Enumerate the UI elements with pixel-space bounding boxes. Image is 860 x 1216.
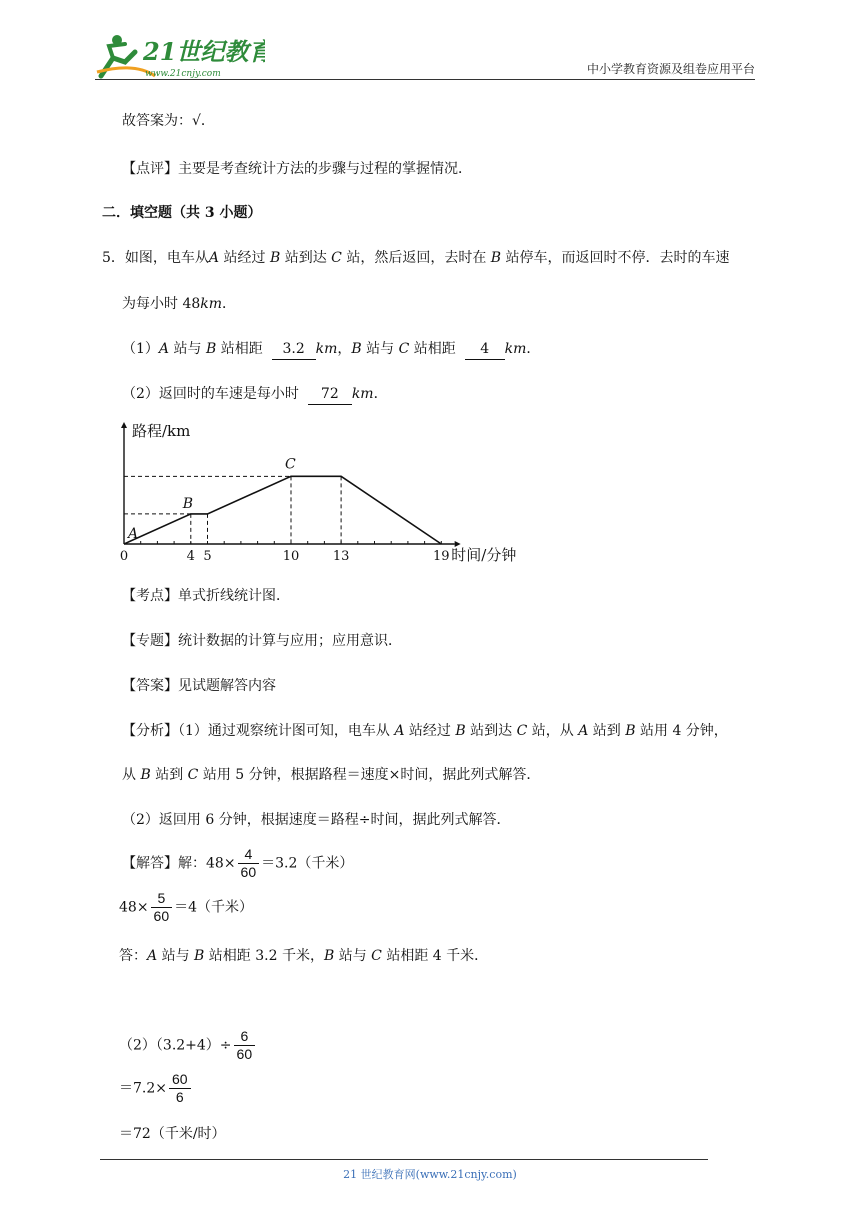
label-b: B (490, 250, 502, 266)
label-b: B (455, 723, 466, 739)
jieda-text: 解：48× (178, 855, 236, 872)
fenxi-text: 站用 4 分钟， (635, 723, 728, 739)
label-c: C (331, 250, 342, 266)
q5-text: 如图，电车从 (124, 250, 209, 266)
comment-tag: 【点评】 (122, 161, 178, 177)
jieda-text: 答： (119, 948, 147, 964)
fraction-4-60 (238, 846, 260, 881)
fraction-5-60 (151, 890, 173, 925)
x-tick-label: 13 (332, 549, 350, 564)
jieda-line-4 (119, 1028, 257, 1063)
footer-text: 21 世纪教育网(www.21cnjy.com) (343, 1168, 517, 1181)
question-5-line-2 (122, 294, 236, 314)
jieda-text: 站与 (334, 948, 372, 964)
runner-logo-icon (95, 32, 265, 80)
daan-text: 见试题解答内容 (178, 678, 276, 694)
fenxi-line-3: （2）返回用 6 分钟，根据速度＝路程÷时间，据此列式解答． (122, 812, 511, 828)
fenxi-text: 站经过 (404, 723, 456, 739)
frac-num: 4 (238, 846, 260, 864)
x-tick-label: 0 (119, 549, 129, 564)
q5-text: 站与 (169, 341, 206, 357)
zhuanti-line (122, 631, 402, 651)
jieda-line-3 (119, 946, 488, 966)
header-rule (95, 79, 755, 80)
zhuanti-text: 统计数据的计算与应用；应用意识． (178, 633, 402, 649)
frac-den: 6 (175, 1089, 184, 1105)
jieda-text: ＝4（千米） (174, 899, 254, 916)
label-c: C (371, 948, 382, 964)
x-tick-label: 5 (203, 549, 212, 564)
frac-den: 60 (236, 1046, 253, 1062)
label-b: B (269, 250, 281, 266)
jieda-text: 站相距 4 千米． (381, 948, 489, 964)
frac-num: 6 (234, 1028, 256, 1046)
label-a: A (147, 948, 158, 964)
distance-time-chart (110, 418, 530, 568)
x-tick-label: 10 (282, 549, 300, 564)
kaodian-tag: 【考点】 (122, 588, 178, 604)
comment-line (122, 159, 472, 179)
jieda-text: 48× (119, 899, 149, 916)
logo-url: www.21cnjy.com (145, 69, 221, 79)
fenxi-text: 站用 5 分钟，根据路程＝速度×时间，据此列式解答． (198, 767, 541, 783)
jieda-line-1 (122, 846, 353, 881)
q5-text: ． (373, 386, 388, 402)
q5-text: ， (337, 341, 352, 357)
label-b: B (625, 723, 636, 739)
label-a: A (158, 341, 170, 357)
x-axis-label: 时间/分钟 (451, 546, 517, 564)
q5-text: 站停车，而返回时不停．去时的车速 (501, 250, 730, 266)
frac-num: 60 (169, 1071, 191, 1089)
frac-den: 60 (153, 908, 170, 924)
jieda-line-5 (119, 1071, 193, 1106)
unit-km: km (504, 341, 527, 357)
label-a: A (208, 250, 220, 266)
jieda-text: 站相距 3.2 千米， (204, 948, 324, 964)
label-a: A (578, 723, 589, 739)
fenxi-line-1 (122, 721, 728, 741)
header-platform-text: 中小学教育资源及组卷应用平台 (586, 62, 755, 76)
comment-text: 主要是考查统计方法的步骤与过程的掌握情况． (178, 161, 472, 177)
jieda-text: ＝3.2（千米） (261, 855, 354, 872)
fenxi-tag: 【分析】 (122, 723, 178, 739)
series-line (124, 476, 441, 544)
point-label-c: C (285, 456, 296, 473)
question-5-sub-1 (122, 339, 540, 360)
daan-line (122, 676, 276, 696)
q5-text: 站与 (361, 341, 399, 357)
y-axis-arrow (121, 422, 127, 428)
jieda-text: ＝7.2× (119, 1080, 167, 1097)
answer-blank-1: 3.2 (272, 339, 316, 360)
q5-text: 站相距 (216, 341, 263, 357)
q5-text: ． (526, 341, 541, 357)
kaodian-line (122, 586, 290, 606)
fenxi-text: 站，从 (527, 723, 579, 739)
jieda-text: 站与 (157, 948, 195, 964)
answer-blank-3: 72 (308, 384, 352, 405)
fenxi-text: 站到达 (465, 723, 517, 739)
jieda-text: （2）（3.2+4）÷ (119, 1037, 232, 1054)
unit-km: km (315, 341, 338, 357)
x-tick-label: 4 (186, 549, 195, 564)
point-label-b: B (182, 495, 194, 512)
q5-text: 站，然后返回，去时在 (341, 250, 491, 266)
kaodian-text: 单式折线统计图． (178, 588, 290, 604)
fenxi-text: 站到 (150, 767, 188, 783)
question-number: 5． (102, 250, 125, 266)
fenxi-line-2 (122, 765, 540, 785)
answer-blank-2: 4 (465, 339, 505, 360)
jieda-tag: 【解答】 (122, 855, 178, 872)
logo-text: 21世纪教育 (143, 37, 265, 66)
question-5-line-1 (102, 248, 730, 268)
jieda-line-6: ＝72（千米/时） (119, 1126, 226, 1142)
frac-den: 60 (240, 864, 257, 880)
q5-text: 站到达 (280, 250, 332, 266)
point-label-a: A (128, 526, 139, 542)
label-b: B (205, 341, 217, 357)
section-title: 二．填空题（共 3 小题） (102, 205, 262, 221)
sub-number: （1） (122, 341, 159, 357)
label-a: A (394, 723, 405, 739)
fenxi-text: 从 (122, 767, 141, 783)
y-axis-label: 路程/km (132, 422, 191, 440)
fraction-60-6 (169, 1071, 191, 1106)
label-b: B (323, 948, 335, 964)
q5-text: 站相距 (409, 341, 456, 357)
q5-text: 为每小时 48 (122, 296, 201, 312)
header-logo (95, 32, 265, 80)
jieda-line-2 (119, 890, 253, 925)
fraction-6-60 (234, 1028, 256, 1063)
fenxi-text: 站到 (588, 723, 626, 739)
q5-text: 站经过 (219, 250, 270, 266)
q5-text: ． (222, 296, 237, 312)
label-b: B (140, 767, 151, 783)
label-b: B (194, 948, 205, 964)
answer-line: 故答案为：√． (122, 113, 215, 129)
footer-rule (100, 1159, 708, 1160)
question-5-sub-2 (122, 384, 388, 405)
x-tick-label: 19 (433, 549, 450, 564)
q5-text: （2）返回时的车速是每小时 (122, 386, 299, 402)
unit-km: km (200, 296, 223, 312)
label-c: C (398, 341, 410, 357)
label-b: B (351, 341, 362, 357)
frac-num: 5 (151, 890, 173, 908)
zhuanti-tag: 【专题】 (122, 633, 178, 649)
label-c: C (516, 723, 528, 739)
unit-km: km (351, 386, 374, 402)
fenxi-text: （1）通过观察统计图可知，电车从 (178, 723, 395, 739)
daan-tag: 【答案】 (122, 678, 178, 694)
label-c: C (187, 767, 199, 783)
